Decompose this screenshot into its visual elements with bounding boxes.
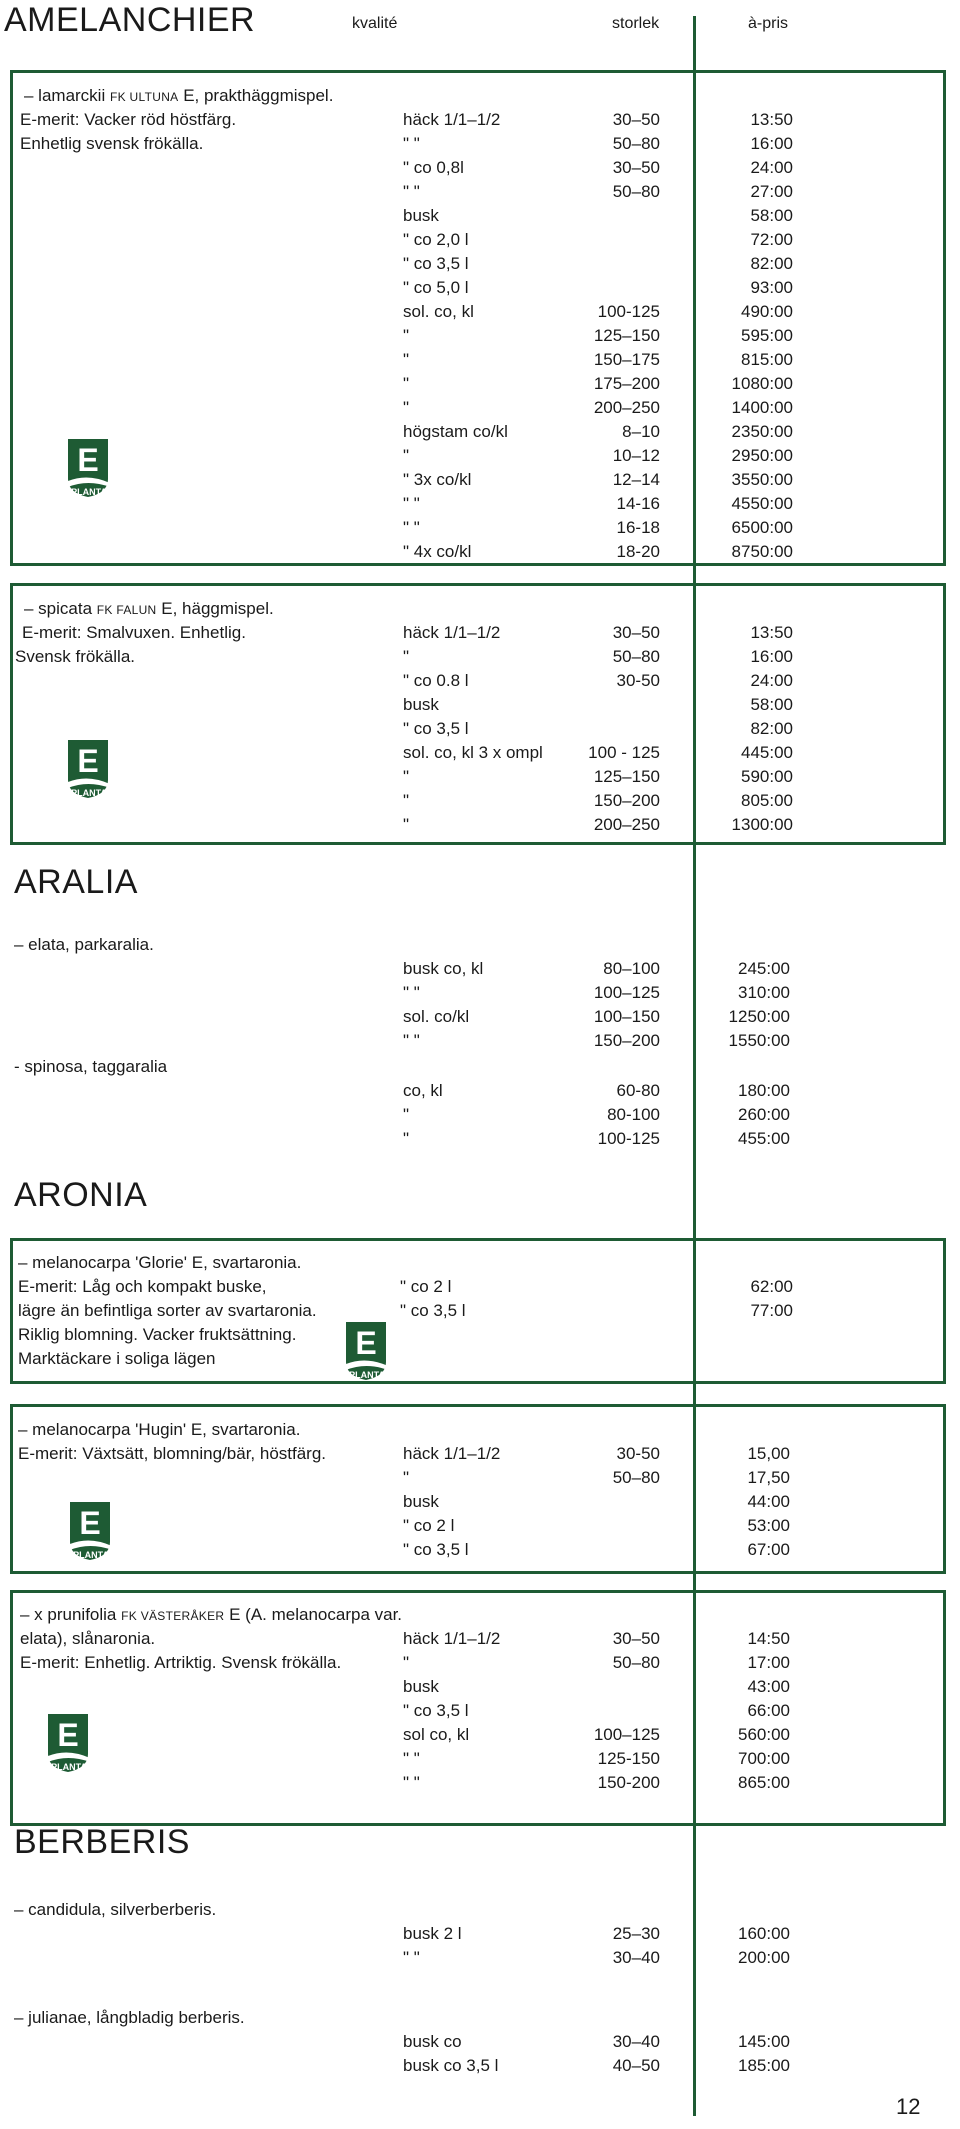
price-cell: 260:00 (738, 1105, 790, 1124)
product-name-line: – lamarckii FK ULTUNA E, prakthäggmispel. (24, 86, 334, 105)
section-title-berberis: BERBERIS (14, 1823, 190, 1861)
size-cell: 150-200 (597, 1773, 660, 1792)
price-cell: 62:00 (750, 1277, 793, 1296)
price-cell: 8750:00 (731, 542, 793, 561)
price-cell: 82:00 (750, 254, 793, 273)
quality-cell: högstam co/kl (403, 422, 508, 441)
price-cell: 53:00 (747, 1516, 790, 1535)
column-header-size: storlek (612, 15, 660, 32)
size-cell: 100–125 (593, 1725, 660, 1744)
section-title-aronia: ARONIA (14, 1176, 148, 1214)
e-planta-logo (64, 437, 112, 499)
size-cell: 125–150 (593, 767, 660, 786)
price-cell: 1300:00 (731, 815, 793, 834)
product-name-line: – julianae, långbladig berberis. (14, 2008, 245, 2027)
size-cell: 80–100 (603, 959, 660, 978)
logo-letter: E (77, 743, 99, 779)
price-cell: 1250:00 (728, 1007, 790, 1026)
price-cell: 4550:00 (731, 494, 793, 513)
price-cell: 2950:00 (731, 446, 793, 465)
price-cell: 67:00 (747, 1540, 790, 1559)
price-cell: 93:00 (750, 278, 793, 297)
quality-cell: " co 3,5 l (403, 719, 469, 738)
quality-cell: busk 2 l (403, 1924, 462, 1943)
price-cell: 6500:00 (731, 518, 793, 537)
description-line: Riklig blomning. Vacker fruktsättning. (18, 1325, 297, 1344)
size-cell: 14-16 (616, 494, 660, 513)
price-cell: 27:00 (750, 182, 793, 201)
price-cell: 16:00 (750, 647, 793, 666)
quality-cell: " co 2 l (403, 1516, 455, 1535)
price-cell: 490:00 (741, 302, 793, 321)
quality-cell: " co 5,0 l (403, 278, 469, 297)
quality-cell: " co 3,5 l (403, 254, 469, 273)
description-line: E-merit: Låg och kompakt buske, (18, 1277, 267, 1296)
product-note: elata), slånaronia. (20, 1629, 156, 1648)
logo-letter: E (77, 442, 99, 478)
quality-cell: " 3x co/kl (403, 470, 472, 489)
size-cell: 18-20 (616, 542, 660, 561)
size-cell: 100 - 125 (588, 743, 660, 762)
price-cell: 82:00 (750, 719, 793, 738)
product-merit: E-merit: Vacker röd höstfärg. (20, 110, 237, 129)
size-cell: 30–50 (612, 110, 660, 129)
price-cell: 13:50 (750, 110, 793, 129)
quality-cell: " " (403, 1749, 420, 1768)
quality-cell: " co 2 l (400, 1277, 452, 1296)
price-cell: 1400:00 (731, 398, 793, 417)
price-cell: 805:00 (741, 791, 793, 810)
price-cell: 160:00 (738, 1924, 790, 1943)
quality-cell: busk (403, 695, 439, 714)
price-cell: 145:00 (738, 2032, 790, 2051)
quality-cell: busk (403, 1677, 439, 1696)
price-cell: 24:00 (750, 671, 793, 690)
quality-cell: " co 3,5 l (403, 1701, 469, 1720)
product-name-line: – elata, parkaralia. (14, 935, 154, 954)
logo-letter: E (79, 1505, 101, 1541)
size-cell: 150–200 (593, 791, 660, 810)
price-cell: 17,50 (747, 1468, 790, 1487)
size-cell: 125–150 (593, 326, 660, 345)
description-line: – melanocarpa 'Hugin' E, svartaronia. (18, 1420, 301, 1439)
product-name-line: – x prunifolia FK VÄSTERÅKER E (A. melanocarpa var. (20, 1605, 403, 1624)
size-cell: 50–80 (612, 134, 660, 153)
description-line: lägre än befintliga sorter av svartaronia. (18, 1301, 317, 1320)
product-note: Enhetlig svensk frökälla. (20, 134, 204, 153)
size-cell: 80-100 (607, 1105, 660, 1124)
logo-letter: E (57, 1717, 79, 1753)
quality-cell: " " (403, 494, 420, 513)
size-cell: 30–50 (612, 623, 660, 642)
quality-cell: " co 3,5 l (403, 1540, 469, 1559)
size-cell: 30–40 (612, 2032, 660, 2051)
logo-word: PLANTA (73, 1550, 109, 1560)
product-name-line: - spinosa, taggaralia (14, 1057, 168, 1076)
price-cell: 245:00 (738, 959, 790, 978)
quality-cell: " (403, 647, 410, 666)
logo-letter: E (355, 1325, 377, 1361)
size-cell: 30-50 (616, 1444, 660, 1463)
size-cell: 200–250 (593, 398, 660, 417)
size-cell: 40–50 (612, 2056, 660, 2075)
quality-cell: " (403, 1129, 410, 1148)
description-line: Marktäckare i soliga lägen (18, 1349, 216, 1368)
price-cell: 180:00 (738, 1081, 790, 1100)
price-cell: 24:00 (750, 158, 793, 177)
description-line: E-merit: Växtsätt, blomning/bär, höstfärg. (18, 1444, 327, 1463)
quality-cell: " " (403, 1773, 420, 1792)
logo-word: PLANTA (51, 1762, 87, 1772)
quality-cell: " " (403, 182, 420, 201)
price-cell: 590:00 (741, 767, 793, 786)
quality-cell: " (403, 791, 410, 810)
size-cell: 8–10 (622, 422, 660, 441)
price-cell: 66:00 (747, 1701, 790, 1720)
quality-cell: " co 2,0 l (403, 230, 469, 249)
quality-cell: " (403, 1468, 410, 1487)
quality-cell: co, kl (403, 1081, 443, 1100)
price-cell: 43:00 (747, 1677, 790, 1696)
size-cell: 25–30 (612, 1924, 660, 1943)
size-cell: 12–14 (612, 470, 660, 489)
price-cell: 14:50 (747, 1629, 790, 1648)
price-cell: 17:00 (747, 1653, 790, 1672)
e-planta-logo (64, 738, 112, 800)
price-cell: 560:00 (738, 1725, 790, 1744)
price-cell: 13:50 (750, 623, 793, 642)
price-cell: 200:00 (738, 1948, 790, 1967)
quality-cell: " co 3,5 l (400, 1301, 466, 1320)
e-planta-logo (44, 1712, 92, 1774)
size-cell: 60-80 (616, 1081, 660, 1100)
size-cell: 50–80 (612, 182, 660, 201)
product-name-line: – candidula, silverberberis. (14, 1900, 217, 1919)
quality-cell: sol. co/kl (403, 1007, 470, 1026)
quality-cell: busk (403, 206, 439, 225)
size-cell: 30–50 (612, 1629, 660, 1648)
price-cell: 16:00 (750, 134, 793, 153)
product-name-line: – spicata FK FALUN E, häggmispel. (24, 599, 274, 618)
size-cell: 50–80 (612, 1653, 660, 1672)
logo-word: PLANTA (349, 1370, 385, 1380)
quality-cell: busk co, kl (403, 959, 484, 978)
quality-cell: " (403, 815, 410, 834)
description-line: – melanocarpa 'Glorie' E, svartaronia. (18, 1253, 302, 1272)
quality-cell: " " (403, 1948, 420, 1967)
quality-cell: häck 1/1–1/2 (403, 1629, 501, 1648)
price-cell: 445:00 (741, 743, 793, 762)
price-cell: 72:00 (750, 230, 793, 249)
quality-cell: " (403, 350, 410, 369)
price-cell: 58:00 (750, 695, 793, 714)
e-planta-logo (66, 1500, 114, 1562)
quality-cell: häck 1/1–1/2 (403, 623, 501, 642)
section-title-aralia: ARALIA (14, 863, 138, 901)
size-cell: 50–80 (612, 1468, 660, 1487)
size-cell: 30–50 (612, 158, 660, 177)
quality-cell: sol. co, kl (403, 302, 474, 321)
quality-cell: " (403, 1653, 410, 1672)
size-cell: 100-125 (597, 1129, 660, 1148)
quality-cell: " 4x co/kl (403, 542, 472, 561)
size-cell: 16-18 (616, 518, 660, 537)
quality-cell: busk (403, 1492, 439, 1511)
size-cell: 30-50 (616, 671, 660, 690)
quality-cell: " co 0.8 l (403, 671, 469, 690)
quality-cell: " (403, 374, 410, 393)
size-cell: 100–125 (593, 983, 660, 1002)
price-cell: 455:00 (738, 1129, 790, 1148)
price-cell: 595:00 (741, 326, 793, 345)
size-cell: 175–200 (593, 374, 660, 393)
size-cell: 100–150 (593, 1007, 660, 1026)
section-title-amelanchier: AMELANCHIER (4, 1, 256, 39)
size-cell: 100-125 (597, 302, 660, 321)
price-cell: 3550:00 (731, 470, 793, 489)
column-header-quality: kvalité (352, 15, 398, 32)
quality-cell: " (403, 398, 410, 417)
quality-cell: " " (403, 983, 420, 1002)
price-cell: 700:00 (738, 1749, 790, 1768)
product-merit: E-merit: Smalvuxen. Enhetlig. (22, 623, 246, 642)
price-cell: 2350:00 (731, 422, 793, 441)
product-note: Svensk frökälla. (15, 647, 135, 666)
size-cell: 200–250 (593, 815, 660, 834)
size-cell: 150–175 (593, 350, 660, 369)
quality-cell: busk co 3,5 l (403, 2056, 499, 2075)
size-cell: 125-150 (597, 1749, 660, 1768)
size-cell: 150–200 (593, 1031, 660, 1050)
price-cell: 15,00 (747, 1444, 790, 1463)
logo-word: PLANTA (71, 788, 107, 798)
size-cell: 50–80 (612, 647, 660, 666)
price-cell: 185:00 (738, 2056, 790, 2075)
price-cell: 1550:00 (728, 1031, 790, 1050)
column-header-price: à-pris (748, 15, 789, 32)
quality-cell: " (403, 1105, 410, 1124)
size-cell: 10–12 (612, 446, 660, 465)
quality-cell: " (403, 446, 410, 465)
quality-cell: " (403, 767, 410, 786)
page-number: 12 (896, 2094, 921, 2119)
quality-cell: " " (403, 134, 420, 153)
quality-cell: häck 1/1–1/2 (403, 110, 501, 129)
product-merit: E-merit: Enhetlig. Artriktig. Svensk frökälla. (20, 1653, 342, 1672)
e-planta-logo (342, 1320, 390, 1382)
quality-cell: " co 0,8l (403, 158, 464, 177)
quality-cell: häck 1/1–1/2 (403, 1444, 501, 1463)
quality-cell: " " (403, 518, 420, 537)
price-cell: 1080:00 (731, 374, 793, 393)
quality-cell: " " (403, 1031, 420, 1050)
logo-word: PLANTA (71, 487, 107, 497)
quality-cell: " (403, 326, 410, 345)
price-cell: 77:00 (750, 1301, 793, 1320)
size-cell: 30–40 (612, 1948, 660, 1967)
quality-cell: busk co (403, 2032, 462, 2051)
price-cell: 865:00 (738, 1773, 790, 1792)
price-cell: 44:00 (747, 1492, 790, 1511)
quality-cell: sol. co, kl 3 x ompl (403, 743, 543, 762)
quality-cell: sol co, kl (403, 1725, 470, 1744)
price-cell: 310:00 (738, 983, 790, 1002)
price-cell: 58:00 (750, 206, 793, 225)
price-cell: 815:00 (741, 350, 793, 369)
